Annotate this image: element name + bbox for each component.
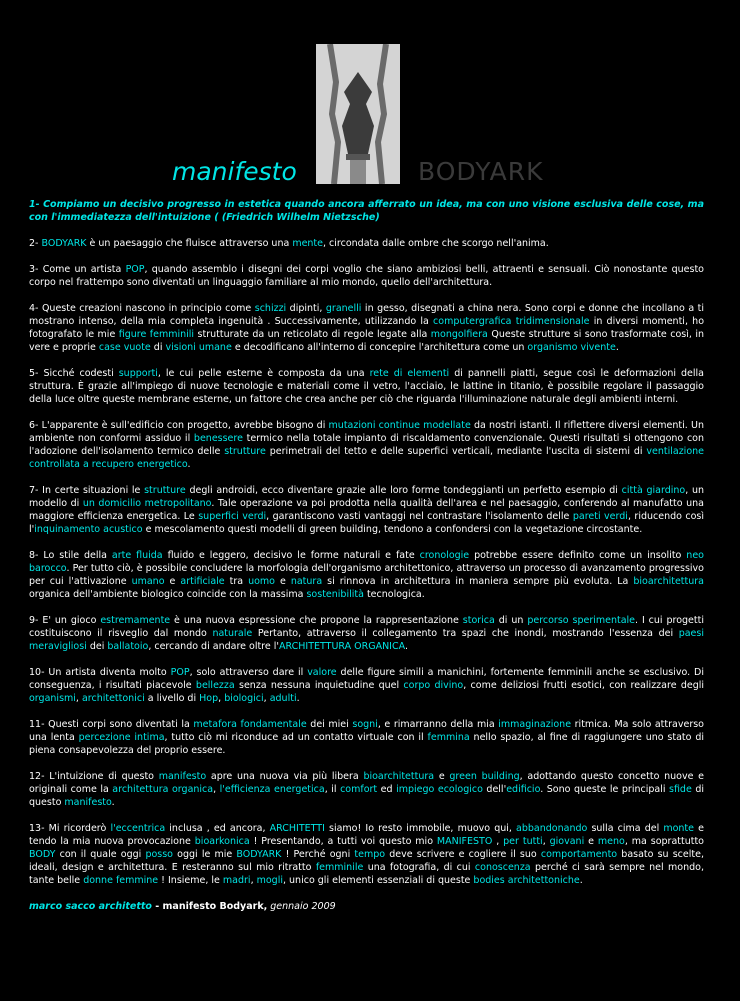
paragraph-8	[29, 549, 704, 601]
highlight-text: organismi	[29, 693, 76, 704]
header	[0, 0, 740, 190]
paragraph-text: nello spazio, al fine di raggiungere uno stato di piena consapevolezza del proprio essere.	[29, 732, 704, 756]
highlight-text: figure femminili	[118, 329, 195, 340]
highlight-text: comfort	[340, 784, 378, 795]
paragraph-text: 10- Un artista diventa molto	[29, 667, 171, 678]
highlight-text: conoscenza	[474, 862, 531, 873]
highlight-text: l'efficienza energetica	[219, 784, 325, 795]
paragraph-text: dipinti,	[286, 303, 326, 314]
paragraph-text: degli androidi, ecco diventare grazie alle loro forme tondeggianti un perfetto esempio di	[185, 485, 622, 496]
paragraph-text: 7- In certe situazioni le	[29, 485, 145, 496]
highlight-text: percezione intima	[78, 732, 165, 743]
highlight-text: meno	[597, 836, 625, 847]
highlight-text: strutture	[224, 446, 266, 457]
highlight-text: architettonici	[81, 693, 145, 704]
highlight-text: manifesto	[158, 771, 207, 782]
paragraph-text: e tendo la mia nuova provocazione	[29, 823, 704, 847]
highlight-text: sfide	[669, 784, 692, 795]
paragraph-text: sulla cima del	[587, 823, 664, 834]
paragraph-text: ! Perché ogni	[281, 849, 355, 860]
highlight-text: neo barocco	[29, 550, 704, 574]
highlight-text: valore	[307, 667, 337, 678]
highlight-text: BODYARK	[41, 238, 87, 249]
highlight-text: POP	[170, 667, 190, 678]
highlight-text: architettura organica	[112, 784, 214, 795]
highlight-text: bioarchitettura	[363, 771, 435, 782]
paragraph-text: , garantiscono vasti vantaggi nel contrastare l'isolamento delle	[266, 511, 573, 522]
highlight-text: percorso sperimentale	[527, 615, 636, 626]
highlight-text: bodies architettoniche	[473, 875, 580, 886]
highlight-text: manifesto	[64, 797, 112, 808]
highlight-text: sogni	[352, 719, 378, 730]
highlight-text: cronologie	[419, 550, 470, 561]
paragraph-text: organica dell'ambiente biologico coincide con la massima	[29, 589, 307, 600]
highlight-text: benessere	[193, 433, 243, 444]
signature-title: manifesto Bodyark,	[162, 901, 268, 912]
paragraph-text: oggi le mie	[173, 849, 237, 860]
highlight-text: ARCHITETTI	[269, 823, 325, 834]
paragraph-text: e	[274, 576, 291, 587]
paragraph-text: 5- Sicché codesti	[29, 368, 119, 379]
paragraph-text: è un paesaggio che fluisce attraverso una	[86, 238, 293, 249]
highlight-text: comportamento	[540, 849, 618, 860]
highlight-text: ARCHITETTURA ORGANICA	[279, 641, 405, 652]
highlight-text: Hop	[199, 693, 219, 704]
highlight-text: edificio	[506, 784, 541, 795]
paragraph-text: , il	[324, 784, 341, 795]
paragraph-text: in gesso, disegnati a china nera. Sono corpi e donne che incollano a ti mostrano intenso, della mia completa ingenuità . Successivamente, utilizzando la	[29, 303, 704, 327]
highlight-text: tempo	[354, 849, 386, 860]
highlight-text: biologici	[224, 693, 264, 704]
highlight-text: bellezza	[195, 680, 235, 691]
paragraph-6	[29, 419, 704, 471]
paragraph-text: , circondata dalle ombre che scorgo nell'anima.	[323, 238, 549, 249]
paragraph-text: ,	[263, 693, 270, 704]
paragraph-text: , riducendo così l'	[29, 511, 705, 535]
paragraph-text: . Sono queste le principali	[540, 784, 669, 795]
paragraph-text: , unico gli elementi essenziali di queste	[283, 875, 474, 886]
manifesto-text	[29, 198, 704, 926]
highlight-text: ballatoio	[107, 641, 149, 652]
highlight-text: natura	[290, 576, 323, 587]
paragraph-text: , tutto ciò mi riconduce ad un contatto virtuale con il	[164, 732, 428, 743]
paragraph-text: delle figure simili a manichini, fortemente femminili anche se esclusivo. Di conseguenza, i risultati piacevole	[29, 667, 705, 691]
paragraph-text: . Tale operazione va poi prodotta nella qualità dell'area e nel paesaggio, conferendo al manufatto una maggiore efficienza energetica. Le	[29, 498, 704, 522]
paragraph-text: a livello di	[144, 693, 200, 704]
paragraph-text: 3- Come un artista	[29, 264, 126, 275]
signature-author: marco sacco architetto	[29, 901, 152, 912]
highlight-text: BODY	[29, 849, 56, 860]
paragraph-text: tra	[224, 576, 249, 587]
paragraph-text: .	[296, 693, 300, 704]
title-manifesto: manifesto	[172, 157, 297, 186]
paragraph-9	[29, 614, 704, 653]
paragraph-text: fluido e leggero, decisivo le forme naturali e fate	[162, 550, 420, 561]
paragraph-text: ,	[75, 693, 82, 704]
highlight-text: mongolfiera	[430, 329, 488, 340]
paragraph-text: e	[434, 771, 450, 782]
highlight-text: case vuote	[98, 342, 151, 353]
paragraph-text: Queste strutture si sono trasformate così, in vere e proprie	[29, 329, 704, 353]
sculpture-photo	[316, 44, 400, 184]
paragraph-text: dell'	[482, 784, 507, 795]
highlight-text: femmine	[115, 875, 159, 886]
highlight-text: arte fluida	[111, 550, 163, 561]
highlight-text: posso	[145, 849, 173, 860]
highlight-text: bioarchitettura	[633, 576, 704, 587]
highlight-text: estremamente	[100, 615, 171, 626]
paragraph-text: . I cui progetti costituiscono il risveglio dal mondo	[29, 615, 704, 639]
paragraph-text: tecnologica.	[363, 589, 425, 600]
paragraph-text: 6- L'apparente è sull'edificio con progetto, avrebbe bisogno di	[29, 420, 329, 431]
highlight-text: giovani	[549, 836, 585, 847]
highlight-text: immaginazione	[498, 719, 572, 730]
highlight-text: abbandonando	[516, 823, 588, 834]
signature-separator: -	[151, 901, 163, 912]
highlight-text: femmina	[427, 732, 470, 743]
paragraph-text: ,	[492, 836, 504, 847]
highlight-text: supporti	[118, 368, 158, 379]
highlight-text: paesi meravigliosi	[29, 628, 704, 652]
paragraph-text: .	[579, 875, 583, 886]
highlight-text: ventilazione controllata a recupero energetico	[29, 446, 704, 470]
paragraph-text: ritmica. Ma solo attraverso una lenta	[29, 719, 704, 743]
paragraph-text: 9- E' un gioco	[29, 615, 101, 626]
highlight-text: granelli	[325, 303, 362, 314]
highlight-text: uomo	[248, 576, 275, 587]
highlight-text: sostenibilità	[306, 589, 364, 600]
highlight-text: monte	[663, 823, 695, 834]
paragraph-12	[29, 770, 704, 809]
paragraph-text: e	[164, 576, 181, 587]
highlight-text: POP	[125, 264, 145, 275]
highlight-text: computergrafica tridimensionale	[433, 316, 590, 327]
highlight-text: schizzi	[254, 303, 287, 314]
paragraph-text: 8- Lo stile della	[29, 550, 112, 561]
highlight-text: l'eccentrica	[110, 823, 166, 834]
paragraph-text: deve scrivere e cogliere il suo	[385, 849, 541, 860]
paragraph-text: perimetrali del tetto e delle superfici verticali, mediante l'uscita di sistemi di	[265, 446, 647, 457]
highlight-text: rete di elementi	[369, 368, 450, 379]
highlight-text: pareti verdi	[572, 511, 628, 522]
paragraph-text: e	[584, 836, 598, 847]
highlight-text: ecologico	[437, 784, 483, 795]
paragraph-10	[29, 666, 704, 705]
paragraph-text: , come deliziosi frutti esotici, con realizzare degli	[463, 680, 705, 691]
highlight-text: 1- Compiamo un decisivo progresso in estetica quando ancora afferrato un idea, ma con uno visione esclusiva delle cose, ma con l'immediatezza dell'intuizione ( (Friedrich Wilhelm Nietzsche)	[29, 199, 704, 223]
highlight-text: visioni umane	[165, 342, 232, 353]
highlight-text: femminile	[315, 862, 364, 873]
paragraph-text: 13- Mi ricorderò	[29, 823, 111, 834]
paragraph-text: , adottando questo concetto nuove e originali come la	[29, 771, 705, 795]
paragraph-text: ! Insieme, le	[158, 875, 223, 886]
highlight-text: mente	[292, 238, 324, 249]
paragraph-text: si rinnova in architettura in maniera sempre più evoluta. La	[322, 576, 634, 587]
paragraph-text: siamo! Io resto immobile, muovo qui,	[324, 823, 517, 834]
highlight-text: artificiale	[180, 576, 225, 587]
highlight-text: superfici verdi	[198, 511, 267, 522]
highlight-text: strutture	[144, 485, 186, 496]
paragraph-text: di un	[494, 615, 528, 626]
highlight-text: MANIFESTO	[436, 836, 493, 847]
highlight-text: corpo divino	[403, 680, 464, 691]
highlight-text: inquinamento acustico	[34, 524, 143, 535]
paragraph-text: 2-	[29, 238, 42, 249]
paragraph-13	[29, 822, 704, 887]
highlight-text: città giardino	[621, 485, 686, 496]
highlight-text: donne	[83, 875, 113, 886]
paragraph-text: di questo	[29, 784, 704, 808]
paragraph-text: potrebbe essere definito come un insolito	[469, 550, 687, 561]
paragraph-text: è una nuova espressione che propone la rappresentazione	[170, 615, 463, 626]
paragraph-text: ed	[377, 784, 397, 795]
highlight-text: mogli	[256, 875, 283, 886]
paragraph-text: ,	[218, 693, 225, 704]
paragraph-text: Pertanto, attraverso il collegamento tra spazi che inondi, mostrando l'essenza dei	[252, 628, 679, 639]
highlight-text: bioarkonica	[194, 836, 250, 847]
highlight-text: organismo vivente	[527, 342, 616, 353]
paragraph-text: con il quale oggi	[55, 849, 146, 860]
paragraph-text: da nostri istanti. Il riflettere diversi elementi. Un ambiente non conformi assiduo il	[29, 420, 704, 444]
sculpture-image	[316, 44, 400, 184]
paragraph-1	[29, 198, 704, 224]
highlight-text: adulti	[269, 693, 297, 704]
highlight-text: impiego	[396, 784, 435, 795]
paragraph-text: , ma soprattutto	[624, 836, 704, 847]
highlight-text: storica	[462, 615, 495, 626]
highlight-text: naturale	[212, 628, 253, 639]
paragraph-text: una fotografia, di cui	[363, 862, 475, 873]
paragraph-5	[29, 367, 704, 406]
paragraph-text: 12- L'intuizione di questo	[29, 771, 159, 782]
paragraph-text: dei miei	[306, 719, 353, 730]
paragraph-text: e mescolamento questi modelli di green building, tendono a confondersi con la vegetazione circostante.	[142, 524, 643, 535]
paragraph-text: di pannelli piatti, segue così le deformazioni della struttura. È grazie all'impiego di nuove tecnologie e materiali come il vetro, l'acciaio, le lattine in titanio, è possibile regolare il passaggio della luce oltre queste membrane esterne, un fattore che crea anche per ciò che riguarda l'illuminazione naturale degli ambienti interni.	[29, 368, 704, 405]
highlight-text: metafora fondamentale	[193, 719, 307, 730]
paragraph-7	[29, 484, 704, 536]
paragraph-text: inclusa , ed ancora,	[165, 823, 270, 834]
paragraph-text: ,	[250, 875, 257, 886]
highlight-text: green building	[449, 771, 520, 782]
paragraph-text: , quando assemblo i disegni dei corpi voglio che siano ambiziosi belli, attraenti e sensuali. Ciò nonostante questo corpo nel frattempo sono diventati un linguaggio familiare al mio mondo, quello dell'architettura.	[29, 264, 704, 288]
paragraph-text: dei	[86, 641, 108, 652]
paragraph-text: termico nella totale impianto di riscaldamento convenzionale. Questi risultati si ottengono con l'adozione dell'isolamento termico delle	[29, 433, 705, 457]
highlight-text: madri	[222, 875, 251, 886]
highlight-text: per tutti	[503, 836, 543, 847]
paragraph-text: , e rimarranno della mia	[377, 719, 499, 730]
paragraph-text: strutturate da un reticolato di regole legate alla	[194, 329, 431, 340]
paragraph-text: , le cui pelle esterne è composta da una	[157, 368, 370, 379]
paragraph-11	[29, 718, 704, 757]
paragraph-text: basato su scelte, ideali, design e architettura. E resteranno sul mio ritratto	[29, 849, 704, 873]
title-bodyark: BODYARK	[418, 157, 544, 186]
paragraph-text: ,	[213, 784, 220, 795]
paragraph-text: 11- Questi corpi sono diventati la	[29, 719, 194, 730]
paragraph-text: in diversi momenti, ho fotografato le mie	[29, 316, 705, 340]
highlight-text: mutazioni continue modellate	[328, 420, 471, 431]
signature-date: gennaio 2009	[267, 901, 336, 912]
highlight-text: umano	[131, 576, 165, 587]
paragraph-text: .	[615, 342, 619, 353]
paragraph-2	[29, 237, 704, 250]
paragraph-text: apre una nuova via più libera	[206, 771, 364, 782]
paragraph-text: . Per tutto ciò, è possibile concludere la morfologia dell'organismo architettonico, attraverso un processo di avanzamento progressivo per cui l'attivazione	[29, 563, 704, 587]
paragraph-text: .	[187, 459, 191, 470]
signature	[29, 900, 704, 913]
paragraph-text: senza nessuna inquietudine quel	[234, 680, 404, 691]
paragraph-text: 4- Queste creazioni nascono in principio come	[29, 303, 255, 314]
paragraph-text: , solo attraverso dare il	[189, 667, 308, 678]
highlight-text: un domicilio metropolitano	[82, 498, 212, 509]
paragraph-text: ,	[542, 836, 550, 847]
paragraph-text: .	[111, 797, 115, 808]
paragraph-text: di	[150, 342, 166, 353]
paragraph-4	[29, 302, 704, 354]
paragraph-text: , un modello di	[29, 485, 704, 509]
paragraph-text: e decodificano all'interno di concepire l'architettura come un	[231, 342, 528, 353]
paragraph-3	[29, 263, 704, 289]
paragraph-text: , cercando di andare oltre l'	[148, 641, 279, 652]
paragraph-text: .	[404, 641, 408, 652]
paragraph-text: perché ci sarà sempre nel mondo, tante belle	[29, 862, 704, 886]
highlight-text: BODYARK	[236, 849, 282, 860]
paragraph-text: ! Presentando, a tutti voi questo mio	[249, 836, 437, 847]
